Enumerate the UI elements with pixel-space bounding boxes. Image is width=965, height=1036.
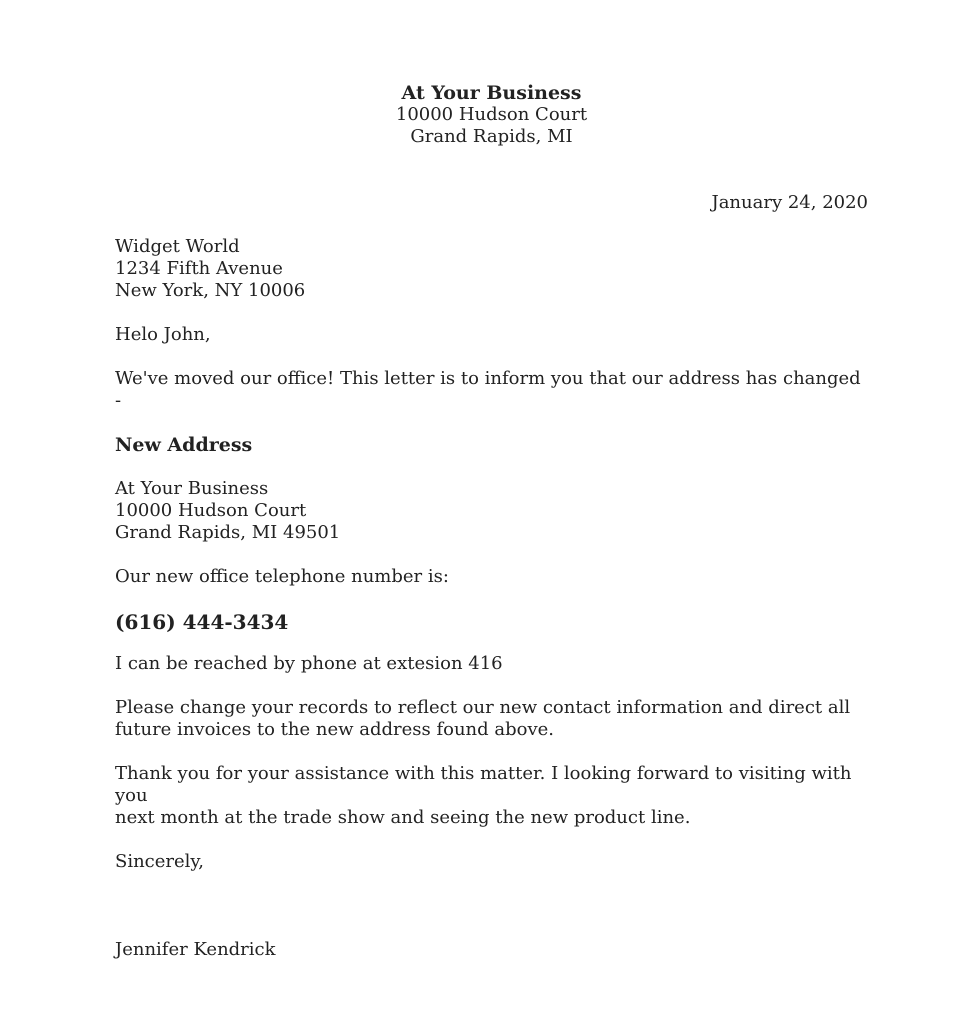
new-address-city: Grand Rapids, MI 49501 — [115, 522, 341, 543]
new-address-heading: New Address — [115, 434, 253, 456]
new-address-street: 10000 Hudson Court — [115, 500, 307, 521]
letterhead — [115, 82, 868, 148]
sender-name: At Your Business — [401, 82, 582, 104]
closing: Sincerely, — [115, 851, 204, 872]
sender-street: 10000 Hudson Court — [395, 104, 588, 125]
letter-date: January 24, 2020 — [711, 192, 868, 213]
recipient-address — [115, 236, 868, 302]
greeting: Helo John, — [115, 324, 211, 345]
recipient-city: New York, NY 10006 — [115, 280, 306, 301]
signature-name: Jennifer Kendrick — [115, 939, 276, 960]
new-address-name: At Your Business — [115, 478, 269, 499]
recipient-street: 1234 Fifth Avenue — [115, 258, 283, 279]
sender-city: Grand Rapids, MI — [410, 126, 573, 147]
extension-paragraph: I can be reached by phone at extesion 416 — [115, 653, 503, 674]
recipient-name: Widget World — [115, 236, 240, 257]
letter — [115, 82, 868, 961]
thanks-paragraph — [115, 763, 868, 829]
phone-intro: Our new office telephone number is: — [115, 566, 449, 587]
thanks-line: Thank you for your assistance with this matter. I looking forward to visiting with you — [115, 763, 852, 806]
records-line: Please change your records to reflect our new contact information and direct all — [115, 697, 851, 718]
phone-number: (616) 444-3434 — [115, 610, 289, 634]
records-line: future invoices to the new address found above. — [115, 719, 555, 740]
intro-paragraph: We've moved our office! This letter is to inform you that our address has changed - — [115, 368, 861, 411]
new-address — [115, 478, 868, 544]
records-paragraph — [115, 697, 868, 741]
thanks-line: next month at the trade show and seeing the new product line. — [115, 807, 691, 828]
